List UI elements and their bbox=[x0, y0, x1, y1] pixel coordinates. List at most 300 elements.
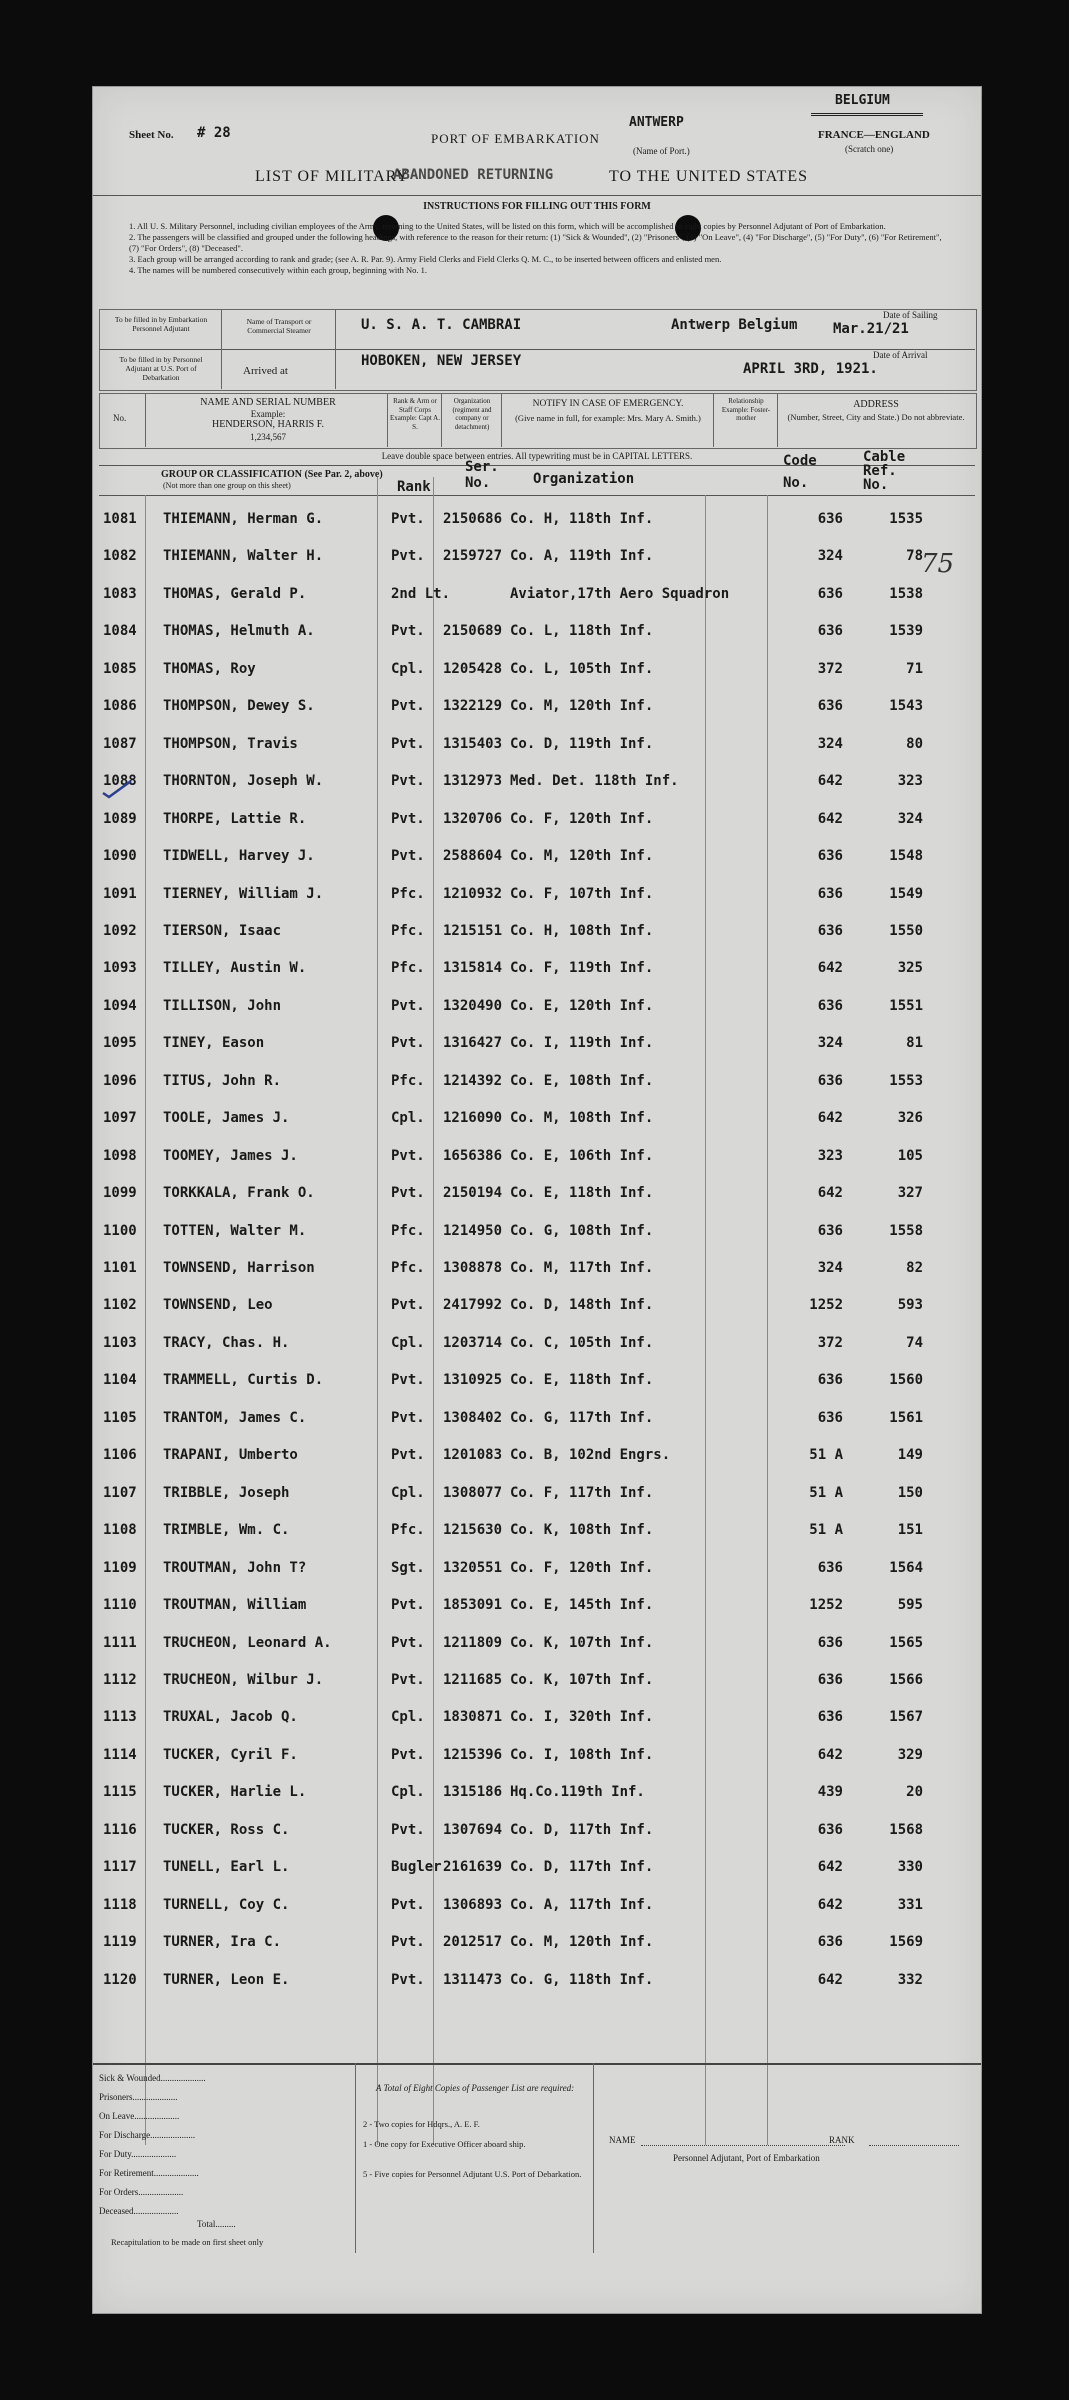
divider bbox=[145, 393, 146, 447]
group-sublabel: (Not more than one group on this sheet) bbox=[163, 481, 291, 490]
row-name: TURNER, Leon E. bbox=[163, 1971, 290, 1988]
row-serial: 1315814 bbox=[443, 960, 503, 977]
country-france-england: FRANCE—ENGLAND bbox=[818, 129, 930, 141]
row-rank: Pvt. bbox=[391, 1896, 425, 1913]
typed-org-heading: Organization bbox=[533, 471, 635, 487]
row-cable-ref: 593 bbox=[897, 1297, 923, 1314]
row-name: TURNELL, Coy C. bbox=[163, 1896, 290, 1913]
row-rank: Pvt. bbox=[391, 1634, 425, 1651]
row-number: 1119 bbox=[103, 1934, 137, 1951]
row-number: 1118 bbox=[103, 1896, 137, 1913]
row-organization: Co. F, 120th Inf. bbox=[510, 1559, 654, 1576]
col-example-name: HENDERSON, HARRIS F. bbox=[212, 419, 324, 430]
table-row bbox=[93, 1404, 981, 1434]
instructions-body bbox=[129, 221, 949, 276]
row-serial: 1215630 bbox=[443, 1522, 503, 1539]
typed-rank-heading: Rank bbox=[397, 479, 431, 495]
row-code: 642 bbox=[817, 1746, 843, 1763]
row-name: THOMPSON, Travis bbox=[163, 735, 298, 752]
row-rank: Pvt. bbox=[391, 1447, 425, 1464]
row-name: TOTTEN, Walter M. bbox=[163, 1222, 307, 1239]
row-name: TUCKER, Harlie L. bbox=[163, 1784, 307, 1801]
row-number: 1098 bbox=[103, 1147, 137, 1164]
row-serial: 1315403 bbox=[443, 735, 503, 752]
row-serial: 1214950 bbox=[443, 1222, 503, 1239]
row-serial: 1215396 bbox=[443, 1746, 503, 1763]
row-number: 1091 bbox=[103, 885, 137, 902]
table-row bbox=[93, 767, 981, 797]
row-serial: 1203714 bbox=[443, 1334, 503, 1351]
row-code: 51 A bbox=[809, 1484, 843, 1501]
table-row bbox=[93, 1891, 981, 1921]
table-row bbox=[93, 1554, 981, 1584]
row-organization: Co. D, 117th Inf. bbox=[510, 1821, 654, 1838]
row-code: 324 bbox=[817, 1035, 843, 1052]
checkmark-icon bbox=[99, 777, 135, 801]
row-rank: Pvt. bbox=[391, 1934, 425, 1951]
row-name: TOOMEY, James J. bbox=[163, 1147, 298, 1164]
row-code: 636 bbox=[817, 1559, 843, 1576]
table-row bbox=[93, 1366, 981, 1396]
row-serial: 2150194 bbox=[443, 1185, 503, 1202]
divider bbox=[99, 465, 975, 466]
table-row bbox=[93, 1479, 981, 1509]
row-rank: Pvt. bbox=[391, 1597, 425, 1614]
row-code: 636 bbox=[817, 1934, 843, 1951]
row-number: 1088 bbox=[103, 773, 137, 790]
rank-line bbox=[869, 2145, 959, 2146]
recap-category-label: For Duty bbox=[99, 2149, 132, 2159]
divider bbox=[93, 195, 981, 196]
row-serial: 2417992 bbox=[443, 1297, 503, 1314]
copies-line-2: 1 - One copy for Executive Officer aboard ship. bbox=[363, 2139, 526, 2149]
table-row bbox=[93, 730, 981, 760]
row-rank: Pvt. bbox=[391, 773, 425, 790]
table-row bbox=[93, 1816, 981, 1846]
row-name: THIEMANN, Herman G. bbox=[163, 511, 324, 527]
row-code: 323 bbox=[817, 1147, 843, 1164]
col-example-serial: 1,234,567 bbox=[250, 432, 286, 442]
row-number: 1105 bbox=[103, 1409, 137, 1426]
port-sublabel: (Name of Port.) bbox=[633, 146, 690, 156]
table-row bbox=[93, 842, 981, 872]
row-code: 636 bbox=[817, 922, 843, 939]
copies-line-1: 2 - Two copies for Hdqrs., A. E. F. bbox=[363, 2119, 480, 2129]
row-number: 1095 bbox=[103, 1035, 137, 1052]
row-name: TUNELL, Earl L. bbox=[163, 1859, 290, 1876]
col-example: Example: bbox=[250, 409, 286, 419]
row-name: TROUTMAN, William bbox=[163, 1597, 307, 1614]
row-organization: Co. E, 106th Inf. bbox=[510, 1147, 654, 1164]
signature-name-label: NAME bbox=[609, 2135, 636, 2145]
row-organization: Co. K, 107th Inf. bbox=[510, 1671, 654, 1688]
recap-category-label: Sick & Wounded bbox=[99, 2073, 161, 2083]
table-row bbox=[93, 1778, 981, 1808]
row-serial: 1316427 bbox=[443, 1035, 503, 1052]
row-serial: 1210932 bbox=[443, 885, 503, 902]
signature-line bbox=[641, 2145, 845, 2146]
col-no: No. bbox=[113, 413, 127, 423]
row-rank: Pvt. bbox=[391, 548, 425, 565]
row-cable-ref: 1539 bbox=[889, 623, 923, 640]
recap-category-label: On Leave bbox=[99, 2111, 135, 2121]
table-row bbox=[93, 1741, 981, 1771]
row-rank: Pfc. bbox=[391, 1072, 425, 1089]
row-serial: 1211685 bbox=[443, 1671, 503, 1688]
col-org: Organization (regiment and company or detachment) bbox=[452, 397, 492, 431]
row-organization: Co. G, 118th Inf. bbox=[510, 1971, 654, 1988]
group-label: GROUP OR CLASSIFICATION (See Par. 2, above) bbox=[161, 469, 383, 480]
row-name: THOMPSON, Dewey S. bbox=[163, 698, 315, 715]
col-relationship: Relationship Example: Foster-mother bbox=[721, 397, 771, 422]
row-cable-ref: 329 bbox=[897, 1746, 923, 1763]
row-code: 51 A bbox=[809, 1447, 843, 1464]
row-rank: Pvt. bbox=[391, 810, 425, 827]
row-cable-ref: 1561 bbox=[889, 1409, 923, 1426]
row-cable-ref: 1567 bbox=[889, 1709, 923, 1726]
row-serial: 2150689 bbox=[443, 623, 503, 640]
row-rank: Pfc. bbox=[391, 922, 425, 939]
table-row bbox=[93, 954, 981, 984]
row-organization: Co. M, 108th Inf. bbox=[510, 1110, 654, 1127]
row-number: 1087 bbox=[103, 735, 137, 752]
row-number: 1086 bbox=[103, 698, 137, 715]
row-name: TUCKER, Cyril F. bbox=[163, 1746, 298, 1763]
row-rank: Pvt. bbox=[391, 1671, 425, 1688]
row-rank: Pvt. bbox=[391, 1971, 425, 1988]
row-cable-ref: 1568 bbox=[889, 1821, 923, 1838]
row-cable-ref: 323 bbox=[897, 773, 923, 790]
divider bbox=[777, 393, 778, 447]
typed-code-no: No. bbox=[783, 475, 809, 491]
row-code: 324 bbox=[817, 735, 843, 752]
row-serial: 1308077 bbox=[443, 1484, 503, 1501]
row-cable-ref: 1566 bbox=[889, 1671, 923, 1688]
divider bbox=[593, 2063, 594, 2253]
row-serial: 2159727 bbox=[443, 548, 503, 565]
table-row bbox=[93, 1291, 981, 1321]
row-code: 636 bbox=[817, 848, 843, 865]
table-row bbox=[93, 1966, 981, 1996]
divider bbox=[93, 2063, 981, 2065]
typed-ref-heading: Ref. bbox=[863, 463, 897, 479]
row-code: 636 bbox=[817, 1671, 843, 1688]
row-cable-ref: 330 bbox=[897, 1859, 923, 1876]
row-rank: Cpl. bbox=[391, 1334, 425, 1351]
row-serial: 1216090 bbox=[443, 1110, 503, 1127]
country-sublabel: (Scratch one) bbox=[845, 144, 894, 154]
row-rank: Pvt. bbox=[391, 735, 425, 752]
row-rank: Sgt. bbox=[391, 1559, 425, 1576]
spacing-notice: Leave double space between entries. All typewriting must be in CAPITAL LETTERS. bbox=[381, 451, 693, 461]
scratch-line bbox=[811, 113, 923, 116]
row-code: 51 A bbox=[809, 1522, 843, 1539]
row-cable-ref: 1569 bbox=[889, 1934, 923, 1951]
row-cable-ref: 1558 bbox=[889, 1222, 923, 1239]
row-organization: Med. Det. 118th Inf. bbox=[510, 773, 679, 790]
row-number: 1085 bbox=[103, 660, 137, 677]
row-rank: Pvt. bbox=[391, 848, 425, 865]
row-number: 1117 bbox=[103, 1859, 137, 1876]
row-cable-ref: 324 bbox=[897, 810, 923, 827]
row-organization: Co. E, 118th Inf. bbox=[510, 1185, 654, 1202]
row-serial: 1830871 bbox=[443, 1709, 503, 1726]
row-name: TRAMMELL, Curtis D. bbox=[163, 1372, 324, 1389]
row-rank: Pfc. bbox=[391, 1260, 425, 1276]
row-rank: Pvt. bbox=[391, 997, 425, 1014]
row-cable-ref: 325 bbox=[897, 960, 923, 977]
table-row bbox=[93, 1179, 981, 1209]
row-organization: Co. F, 107th Inf. bbox=[510, 885, 654, 902]
table-row bbox=[93, 580, 981, 610]
row-organization: Co. F, 120th Inf. bbox=[510, 810, 654, 827]
row-serial: 1322129 bbox=[443, 698, 503, 715]
table-row bbox=[93, 1853, 981, 1883]
table-row bbox=[93, 1703, 981, 1733]
row-organization: Co. D, 117th Inf. bbox=[510, 1859, 654, 1876]
divider bbox=[501, 393, 502, 447]
row-number: 1106 bbox=[103, 1447, 137, 1464]
row-organization: Co. B, 102nd Engrs. bbox=[510, 1447, 671, 1464]
row-cable-ref: 1548 bbox=[889, 848, 923, 865]
row-rank: Cpl. bbox=[391, 1110, 425, 1127]
row-organization: Aviator,17th Aero Squadron bbox=[510, 585, 730, 602]
row-code: 636 bbox=[817, 1072, 843, 1089]
table-row bbox=[93, 505, 981, 535]
row-cable-ref: 78 bbox=[906, 548, 923, 565]
row-number: 1092 bbox=[103, 922, 137, 939]
row-number: 1099 bbox=[103, 1185, 137, 1202]
recap-note: Recapitulation to be made on first sheet only bbox=[111, 2237, 264, 2247]
row-cable-ref: 74 bbox=[906, 1334, 923, 1351]
row-code: 636 bbox=[817, 511, 843, 527]
recap-category-label: For Retirement bbox=[99, 2168, 154, 2178]
row-rank: Pvt. bbox=[391, 623, 425, 640]
row-number: 1107 bbox=[103, 1484, 137, 1501]
divider bbox=[441, 393, 442, 447]
row-number: 1115 bbox=[103, 1784, 137, 1801]
recap-category: Deceased.................... bbox=[99, 2206, 179, 2216]
row-cable-ref: 105 bbox=[897, 1147, 923, 1164]
recap-category-label: For Orders bbox=[99, 2187, 139, 2197]
table-row bbox=[93, 1928, 981, 1958]
row-number: 1113 bbox=[103, 1709, 137, 1726]
row-number: 1108 bbox=[103, 1522, 137, 1539]
row-code: 642 bbox=[817, 1859, 843, 1876]
row-cable-ref: 1550 bbox=[889, 922, 923, 939]
row-rank: Cpl. bbox=[391, 1484, 425, 1501]
manifest-sheet bbox=[92, 86, 982, 2314]
row-organization: Co. D, 148th Inf. bbox=[510, 1297, 654, 1314]
arrival-date-label: Date of Arrival bbox=[873, 350, 928, 360]
col-rank: Rank & Arm or Staff Corps Example: Capt A. S. bbox=[390, 397, 440, 431]
table-row bbox=[93, 1329, 981, 1359]
row-code: 372 bbox=[817, 1334, 843, 1351]
row-organization: Co. M, 120th Inf. bbox=[510, 698, 654, 715]
row-cable-ref: 331 bbox=[897, 1896, 923, 1913]
row-cable-ref: 327 bbox=[897, 1185, 923, 1202]
row-code: 636 bbox=[817, 1821, 843, 1838]
row-organization: Co. F, 117th Inf. bbox=[510, 1484, 654, 1501]
row-cable-ref: 1538 bbox=[889, 585, 923, 602]
row-rank: Bugler bbox=[391, 1859, 442, 1876]
row-rank: Cpl. bbox=[391, 1709, 425, 1726]
row-code: 636 bbox=[817, 885, 843, 902]
title-part-b: TO THE UNITED STATES bbox=[609, 168, 809, 185]
row-rank: Pvt. bbox=[391, 1185, 425, 1202]
transport-left-note-2: To be filled in by Personnel Adjutant at U.S. Port of Debarkation bbox=[119, 355, 203, 382]
row-number: 1109 bbox=[103, 1559, 137, 1576]
row-code: 636 bbox=[817, 698, 843, 715]
row-name: TUCKER, Ross C. bbox=[163, 1821, 290, 1838]
row-number: 1094 bbox=[103, 997, 137, 1014]
row-code: 642 bbox=[817, 1896, 843, 1913]
recap-category: For Discharge.................... bbox=[99, 2130, 196, 2140]
row-rank: Pvt. bbox=[391, 1821, 425, 1838]
row-organization: Co. K, 108th Inf. bbox=[510, 1522, 654, 1539]
sailing-date-label: Date of Sailing bbox=[883, 310, 938, 320]
table-row bbox=[93, 880, 981, 910]
transport-label: Name of Transport or Commercial Steamer bbox=[246, 317, 312, 335]
row-code: 439 bbox=[817, 1784, 843, 1801]
row-rank: Pfc. bbox=[391, 885, 425, 902]
recap-category-label: Prisoners bbox=[99, 2092, 133, 2102]
row-name: TRUXAL, Jacob Q. bbox=[163, 1709, 298, 1726]
row-name: TIERSON, Isaac bbox=[163, 922, 282, 939]
row-name: TOOLE, James J. bbox=[163, 1110, 290, 1127]
copies-line-3: 5 - Five copies for Personnel Adjutant U.S. Port of Debarkation. bbox=[363, 2169, 582, 2179]
row-serial: 1320551 bbox=[443, 1559, 503, 1576]
row-name: TILLEY, Austin W. bbox=[163, 960, 307, 977]
row-number: 1093 bbox=[103, 960, 137, 977]
row-cable-ref: 150 bbox=[897, 1484, 923, 1501]
row-organization: Co. E, 118th Inf. bbox=[510, 1372, 654, 1389]
row-name: THOMAS, Roy bbox=[163, 660, 256, 677]
row-serial: 1307694 bbox=[443, 1821, 503, 1838]
row-organization: Co. M, 120th Inf. bbox=[510, 1934, 654, 1951]
row-name: TILLISON, John bbox=[163, 997, 282, 1014]
row-organization: Co. G, 108th Inf. bbox=[510, 1222, 654, 1239]
row-serial: 2588604 bbox=[443, 848, 503, 865]
row-organization: Co. M, 117th Inf. bbox=[510, 1260, 654, 1276]
table-row bbox=[93, 1104, 981, 1134]
divider bbox=[335, 309, 336, 389]
table-row bbox=[93, 655, 981, 685]
row-rank: Pvt. bbox=[391, 1372, 425, 1389]
row-number: 1089 bbox=[103, 810, 137, 827]
table-row bbox=[93, 1254, 981, 1284]
typed-ref-no: No. bbox=[863, 477, 889, 493]
table-row bbox=[93, 1591, 981, 1621]
col-address-sub: (Number, Street, City and State.) Do not abbreviate. bbox=[787, 412, 965, 422]
port-label: PORT OF EMBARKATION bbox=[431, 131, 600, 146]
signature-title: Personnel Adjutant, Port of Embarkation bbox=[673, 2153, 820, 2163]
row-number: 1097 bbox=[103, 1110, 137, 1127]
divider bbox=[99, 349, 975, 350]
row-serial: 1201083 bbox=[443, 1447, 503, 1464]
row-code: 372 bbox=[817, 660, 843, 677]
table-row bbox=[93, 805, 981, 835]
row-code: 636 bbox=[817, 997, 843, 1014]
row-name: THOMAS, Helmuth A. bbox=[163, 623, 315, 640]
row-rank: Pvt. bbox=[391, 698, 425, 715]
row-cable-ref: 82 bbox=[906, 1260, 923, 1276]
row-cable-ref: 1560 bbox=[889, 1372, 923, 1389]
row-code: 1252 bbox=[809, 1297, 843, 1314]
row-serial: 1211809 bbox=[443, 1634, 503, 1651]
row-organization: Co. H, 108th Inf. bbox=[510, 922, 654, 939]
row-organization: Co. L, 105th Inf. bbox=[510, 660, 654, 677]
col-address: ADDRESS bbox=[853, 399, 899, 410]
table-row bbox=[93, 617, 981, 647]
table-row bbox=[93, 542, 981, 572]
row-serial: 1308402 bbox=[443, 1409, 503, 1426]
row-organization: Co. G, 117th Inf. bbox=[510, 1409, 654, 1426]
recap-category: On Leave.................... bbox=[99, 2111, 180, 2121]
row-name: TRUCHEON, Wilbur J. bbox=[163, 1671, 324, 1688]
row-cable-ref: 149 bbox=[897, 1447, 923, 1464]
row-name: TRIBBLE, Joseph bbox=[163, 1484, 290, 1501]
row-number: 1082 bbox=[103, 548, 137, 565]
row-organization: Co. D, 119th Inf. bbox=[510, 735, 654, 752]
recap-category: Prisoners.................... bbox=[99, 2092, 178, 2102]
typed-no-heading: No. bbox=[465, 475, 491, 491]
row-name: TRANTOM, James C. bbox=[163, 1409, 307, 1426]
row-serial: 1320490 bbox=[443, 997, 503, 1014]
row-organization: Co. E, 145th Inf. bbox=[510, 1597, 654, 1614]
recap-total: Total......... bbox=[197, 2219, 236, 2229]
row-cable-ref: 595 bbox=[897, 1597, 923, 1614]
port-value: ANTWERP bbox=[629, 115, 684, 130]
row-name: THOMAS, Gerald P. bbox=[163, 585, 307, 602]
row-cable-ref: 1535 bbox=[889, 511, 923, 527]
row-name: TIERNEY, William J. bbox=[163, 885, 324, 902]
row-rank: Pvt. bbox=[391, 1409, 425, 1426]
row-name: TRUCHEON, Leonard A. bbox=[163, 1634, 332, 1651]
row-rank: Cpl. bbox=[391, 1784, 425, 1801]
row-cable-ref: 20 bbox=[906, 1784, 923, 1801]
row-organization: Co. I, 320th Inf. bbox=[510, 1709, 654, 1726]
row-organization: Co. A, 117th Inf. bbox=[510, 1896, 654, 1913]
row-organization: Co. L, 118th Inf. bbox=[510, 623, 654, 640]
table-row bbox=[93, 1217, 981, 1247]
col-name: NAME AND SERIAL NUMBER bbox=[200, 397, 336, 408]
table-row bbox=[93, 992, 981, 1022]
row-cable-ref: 151 bbox=[897, 1522, 923, 1539]
row-rank: Pvt. bbox=[391, 1035, 425, 1052]
row-code: 642 bbox=[817, 1971, 843, 1988]
table-row bbox=[93, 692, 981, 722]
arrival-date: APRIL 3RD, 1921. bbox=[743, 361, 878, 377]
row-number: 1081 bbox=[103, 511, 137, 527]
row-serial: 1311473 bbox=[443, 1971, 503, 1988]
typed-cable-heading: Cable bbox=[863, 449, 906, 465]
country-belgium: BELGIUM bbox=[835, 93, 890, 108]
row-name: TITUS, John R. bbox=[163, 1072, 282, 1089]
divider bbox=[221, 309, 222, 389]
row-name: TURNER, Ira C. bbox=[163, 1934, 282, 1951]
table-row bbox=[93, 1516, 981, 1546]
row-code: 642 bbox=[817, 1185, 843, 1202]
row-number: 1120 bbox=[103, 1971, 137, 1988]
sheet-label: Sheet No. bbox=[129, 129, 174, 141]
title-part-a: LIST OF MILITARY bbox=[255, 168, 409, 185]
table-row bbox=[93, 917, 981, 947]
row-name: THORPE, Lattie R. bbox=[163, 810, 307, 827]
row-organization: Co. A, 119th Inf. bbox=[510, 548, 654, 565]
table-row bbox=[93, 1029, 981, 1059]
sailing-date: Mar.21/21 bbox=[833, 321, 909, 337]
